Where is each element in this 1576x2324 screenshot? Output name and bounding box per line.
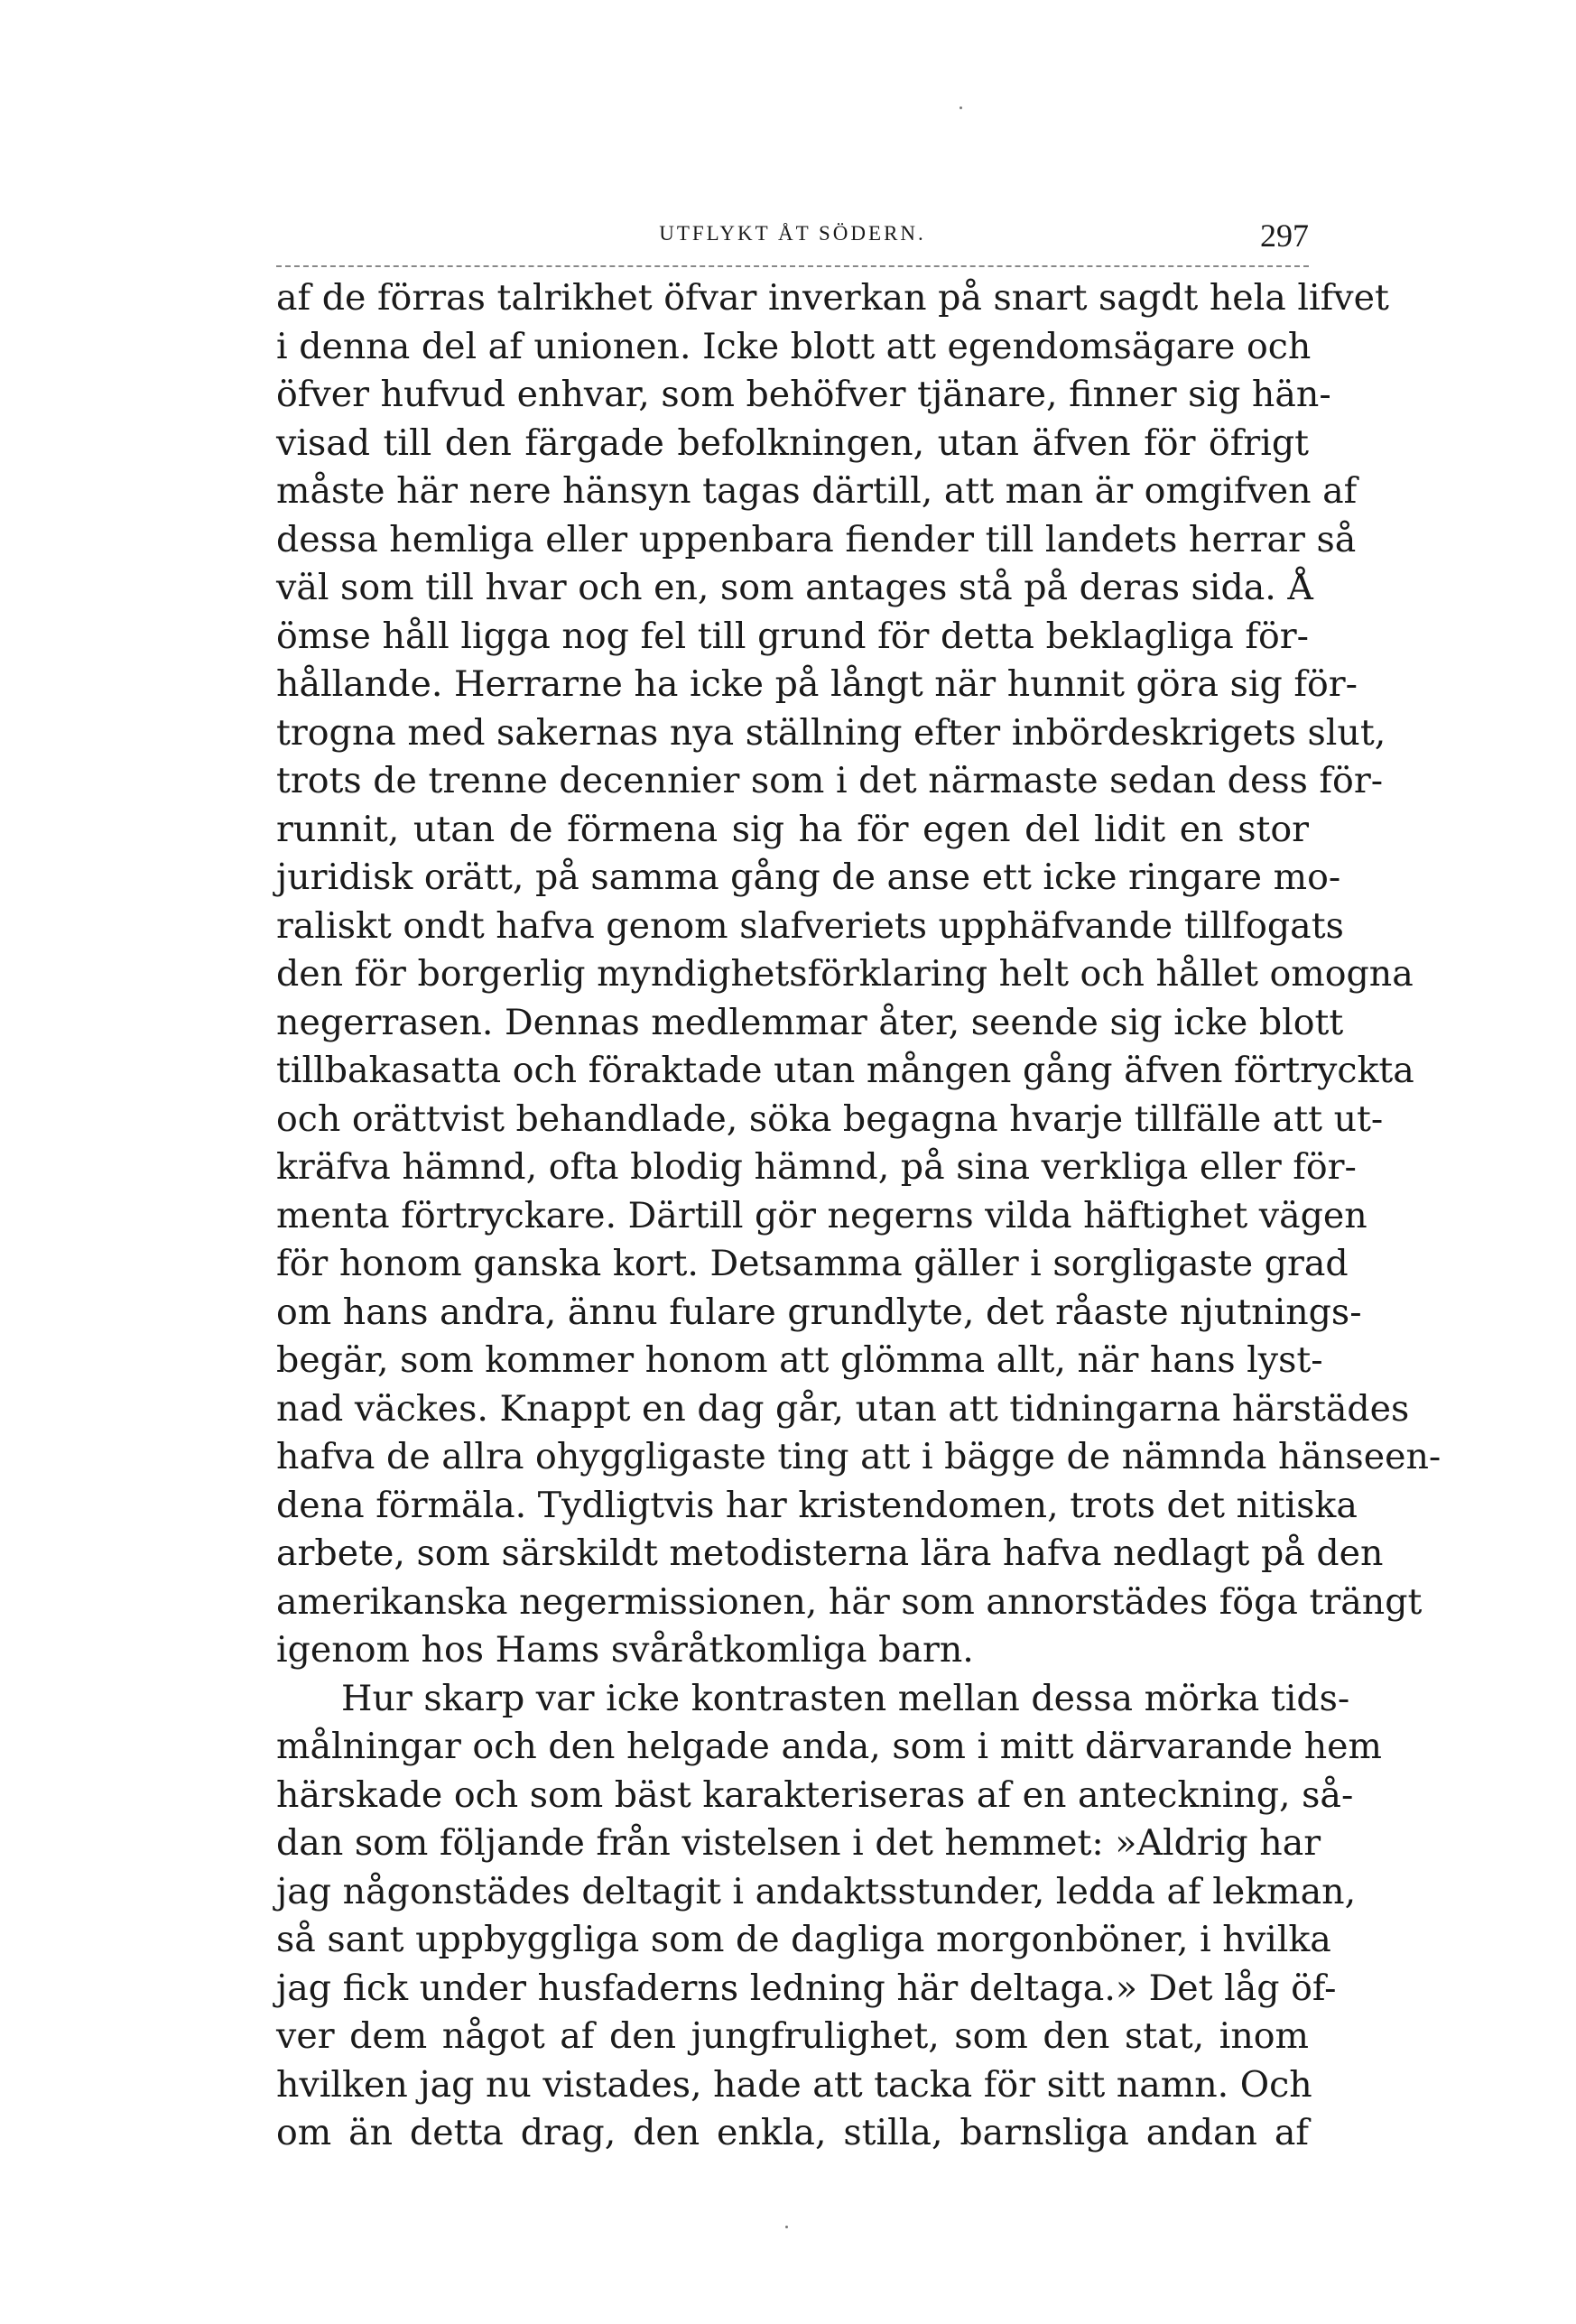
text-line: dessa hemliga eller uppenbara fiender till landets herrar så xyxy=(276,518,1357,560)
paragraph-end-line: igenom hos Hams svåråtkomliga barn. xyxy=(276,1629,974,1671)
text-line: tillbakasatta och föraktade utan mången gång äfven förtryckta xyxy=(276,1050,1414,1091)
paragraph-start-line: Hur skarp var icke kontrasten mellan dessa mörka tids- xyxy=(341,1677,1350,1719)
text-line: nad väckes. Knappt en dag går, utan att tidningarna härstädes xyxy=(276,1387,1410,1430)
text-line: dena förmäla. Tydligtvis har kristendomen, trots det nitiska xyxy=(276,1484,1358,1526)
page-number: 297 xyxy=(1260,218,1309,254)
text-line: kräfva hämnd, ofta blodig hämnd, på sina verkliga eller för- xyxy=(276,1146,1357,1188)
text-line: af de förras talrikhet öfvar inverkan på snart sagdt hela lifvet xyxy=(276,277,1389,319)
text-line: och orättvist behandlade, söka begagna hvarje tillfälle att ut- xyxy=(276,1097,1384,1140)
text-line: jag någonstädes deltagit i andaktsstunder, ledda af lekman, xyxy=(276,1870,1357,1912)
text-line: visad till den färgade befolkningen, utan äfven för öfrigt xyxy=(276,421,1309,464)
text-line: för honom ganska kort. Detsamma gäller i sorgligaste grad xyxy=(276,1243,1349,1284)
text-line: hafva de allra ohyggligaste ting att i bägge de nämnda hänseen- xyxy=(276,1436,1442,1477)
text-line: hållande. Herrarne ha icke på långt när hunnit göra sig för- xyxy=(276,663,1358,705)
text-line: måste här nere hänsyn tagas därtill, att man är omgifven af xyxy=(276,470,1358,512)
text-line: trogna med sakernas nya ställning efter inbördeskrigets slut, xyxy=(276,711,1386,754)
text-line: den för borgerlig myndighetsförklaring helt och hållet omogna xyxy=(276,953,1414,995)
text-line: ömse håll ligga nog fel till grund för detta beklagliga för- xyxy=(276,615,1309,657)
text-line: raliskt ondt hafva genom slafveriets upphäfvande tillfogats xyxy=(276,904,1344,947)
text-line: i denna del af unionen. Icke blott att egendomsägare och xyxy=(276,325,1312,367)
text-line: om än detta drag, den enkla, stilla, barnsliga andan af xyxy=(276,2112,1309,2153)
text-line: öfver hufvud enhvar, som behöfver tjänare, finner sig hän- xyxy=(276,374,1331,415)
text-line: trots de trenne decennier som i det närmaste sedan dess för- xyxy=(276,760,1384,801)
header-rule xyxy=(276,265,1309,267)
text-line: menta förtryckare. Därtill gör negerns vilda häftighet vägen xyxy=(276,1194,1367,1236)
body-text xyxy=(276,274,1442,2158)
text-line: dan som följande från vistelsen i det hemmet: »Aldrig har xyxy=(276,1822,1321,1864)
paper-speck xyxy=(785,2226,788,2228)
text-line: jag fick under husfaderns ledning här deltaga.» Det låg öf- xyxy=(276,1967,1337,2009)
text-line: negerrasen. Dennas medlemmar åter, seende sig icke blott xyxy=(276,1001,1344,1043)
paper-speck xyxy=(960,106,962,109)
text-line: arbete, som särskildt metodisterna lära hafva nedlagt på den xyxy=(276,1532,1384,1574)
text-line: runnit, utan de förmena sig ha för egen del lidit en stor xyxy=(276,808,1309,850)
text-line: så sant uppbyggliga som de dagliga morgonböner, i hvilka xyxy=(276,1919,1331,1960)
text-line: juridisk orätt, på samma gång de anse ett icke ringare mo- xyxy=(276,856,1341,898)
text-line: ver dem något af den jungfrulighet, som den stat, inom xyxy=(276,2015,1309,2057)
text-line: härskade och som bäst karakteriseras af en anteckning, så- xyxy=(276,1773,1354,1816)
text-line: om hans andra, ännu fulare grundlyte, det råaste njutnings- xyxy=(276,1291,1362,1333)
text-line: väl som till hvar och en, som antages stå på deras sida. Å xyxy=(276,567,1313,608)
running-title: UTFLYKT ÅT SÖDERN. xyxy=(659,222,926,245)
text-line: amerikanska negermissionen, här som annorstädes föga trängt xyxy=(276,1580,1423,1623)
text-line: begär, som kommer honom att glömma allt, när hans lyst- xyxy=(276,1339,1323,1381)
text-line: hvilken jag nu vistades, hade att tacka för sitt namn. Och xyxy=(276,2063,1312,2106)
running-head xyxy=(276,218,1309,258)
text-line: målningar och den helgade anda, som i mitt därvarande hem xyxy=(276,1726,1383,1767)
